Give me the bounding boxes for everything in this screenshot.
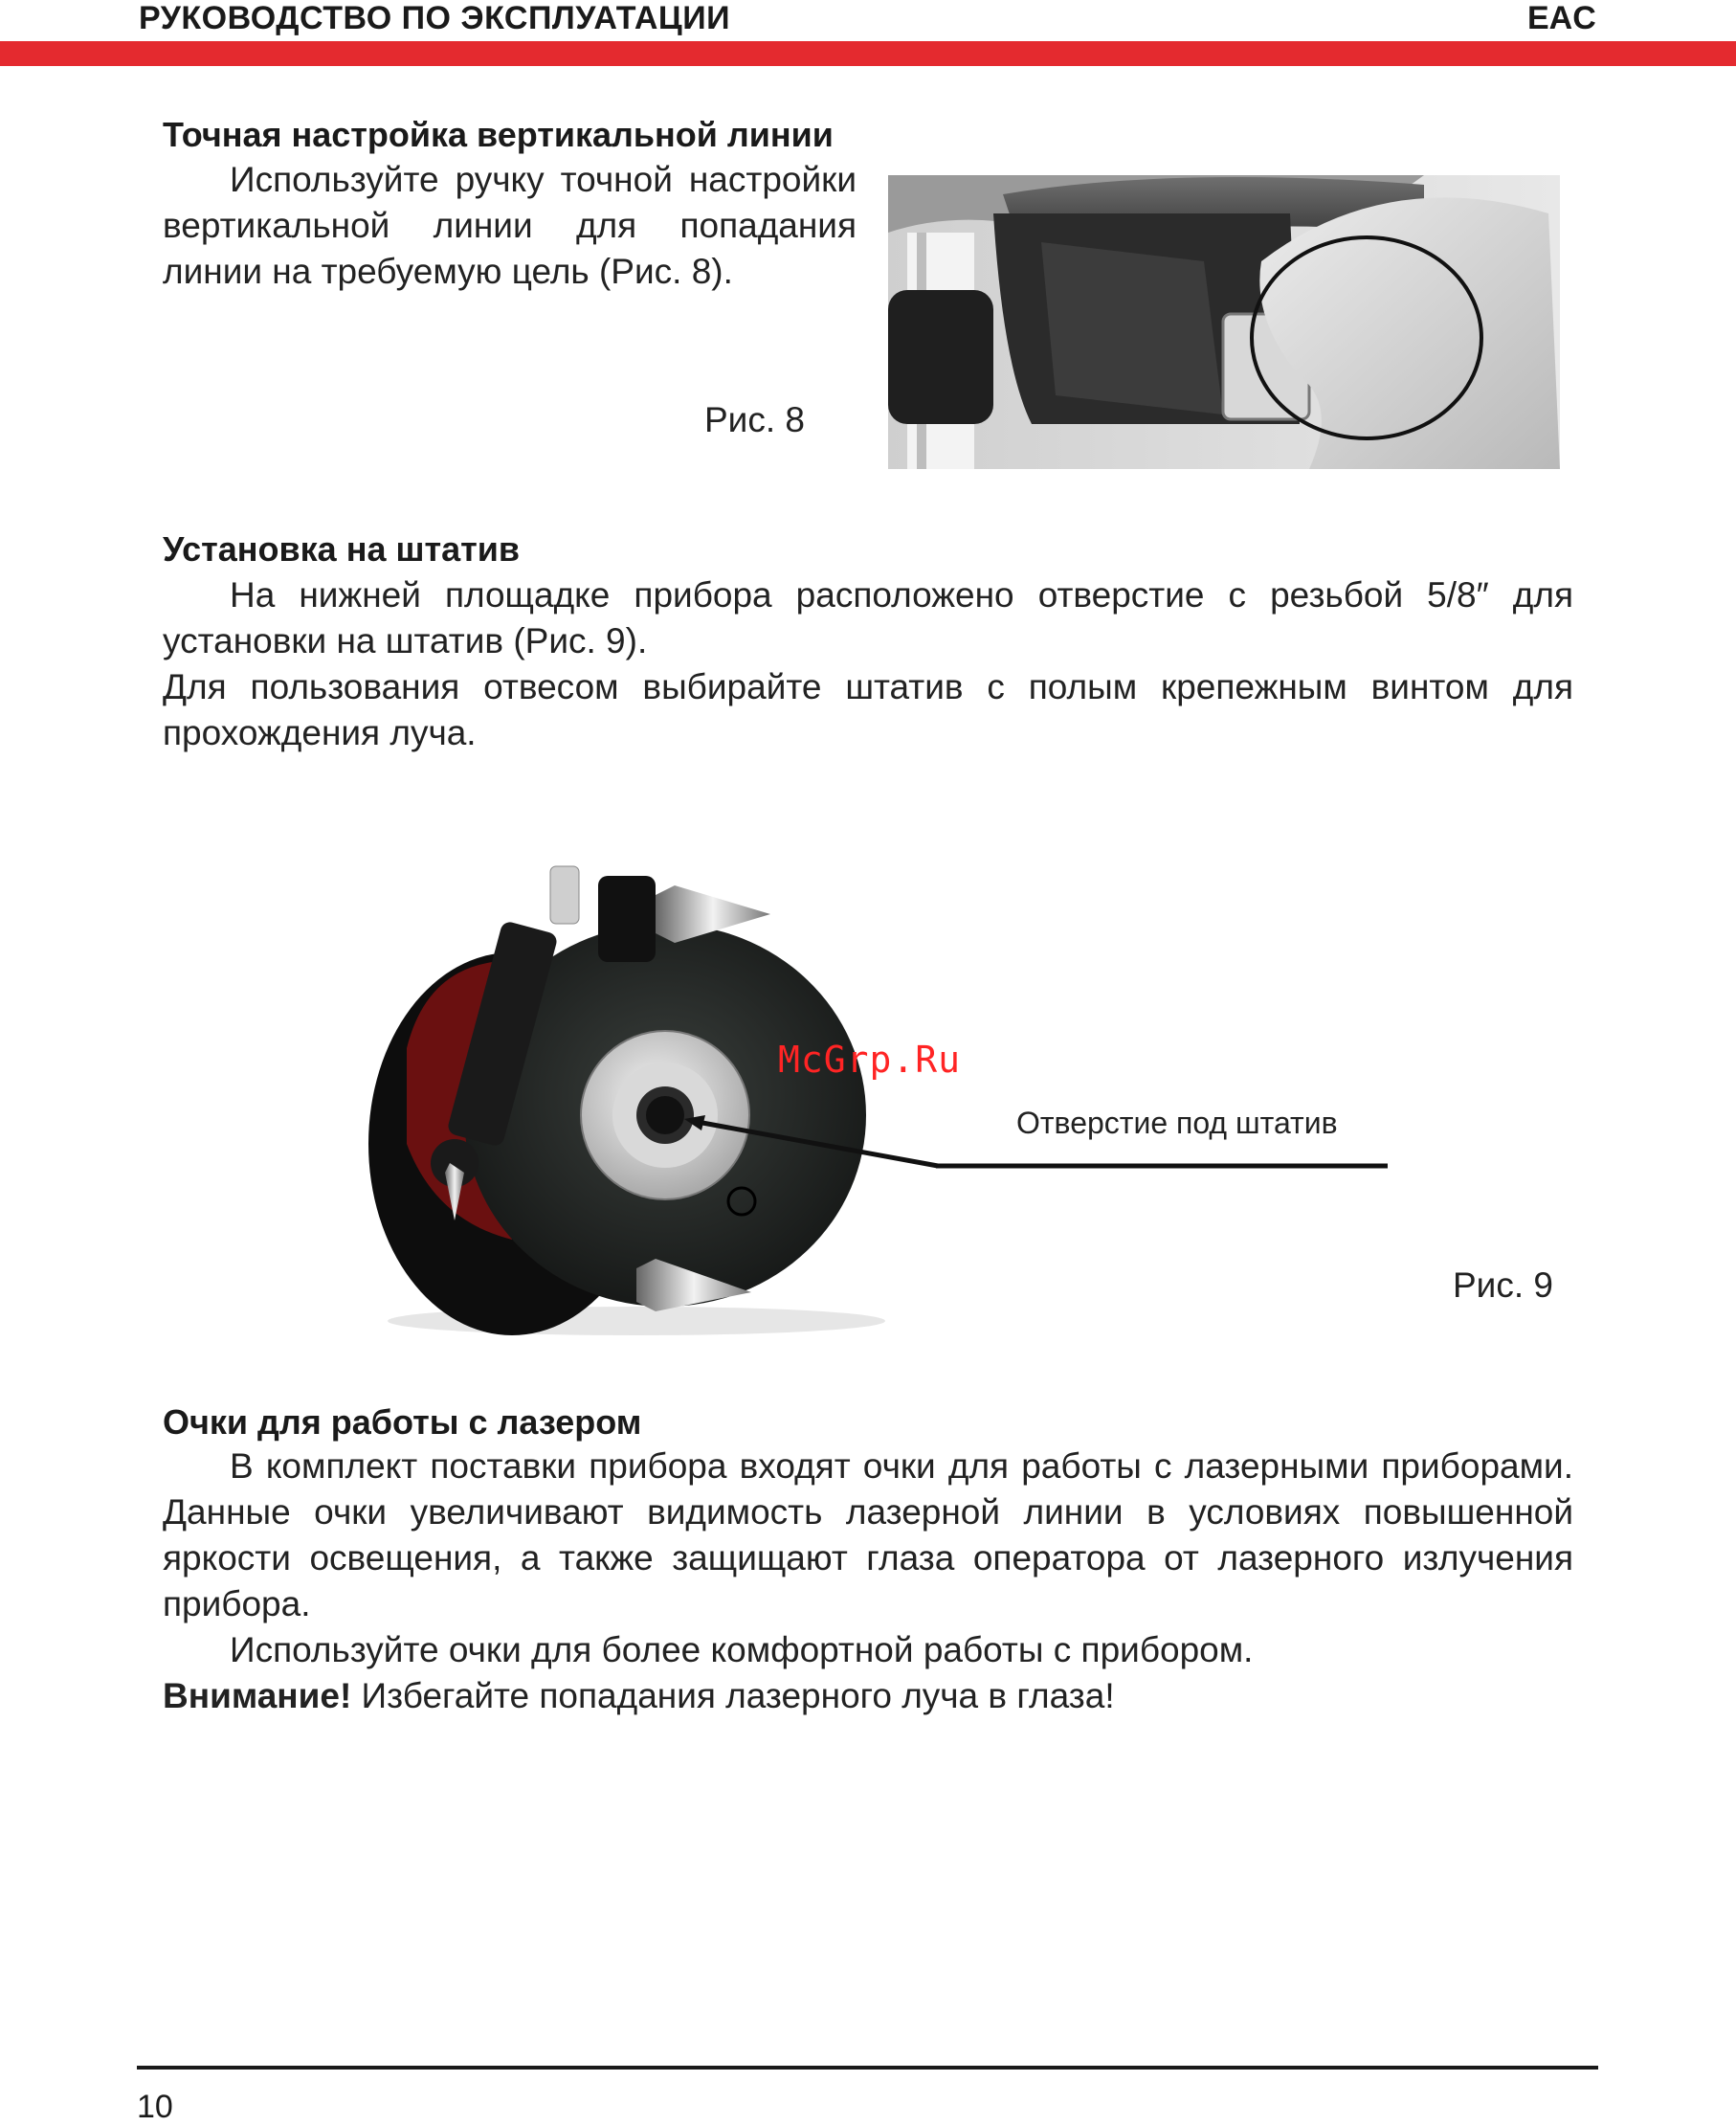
glasses-text-1: В комплект поставки прибора входят очки для работы с лазерными приборами. Данные очки увеличивают видимость лазерной линии в условиях повышенной яркости освещения, а также защищают глаза оператора от лазерного излучения прибора. bbox=[163, 1446, 1573, 1623]
header-title: РУКОВОДСТВО ПО ЭКСПЛУАТАЦИИ bbox=[139, 0, 731, 36]
warning-text: Избегайте попадания лазерного луча в глаза! bbox=[351, 1676, 1115, 1715]
section-heading-glasses: Очки для работы с лазером bbox=[163, 1402, 642, 1442]
tripod-text-1: На нижней площадке прибора расположено отверстие с резьбой 5/8″ для установки на штатив (Рис. 9). bbox=[163, 575, 1573, 660]
callout-arrow bbox=[684, 1106, 1392, 1173]
section-heading-fine-tuning: Точная настройка вертикальной линии bbox=[163, 115, 834, 154]
figure-8-photo bbox=[888, 175, 1560, 469]
watermark: McGrp.Ru bbox=[778, 1039, 962, 1081]
footer-divider bbox=[137, 2066, 1598, 2070]
tripod-text-2: Для пользования отвесом выбирайте штатив с полым крепежным винтом для прохождения луча. bbox=[163, 667, 1573, 752]
section-heading-tripod: Установка на штатив bbox=[163, 529, 521, 569]
page-number: 10 bbox=[137, 2089, 173, 2125]
warning-bold: Внимание! bbox=[163, 1676, 352, 1715]
page-header bbox=[0, 0, 1736, 67]
header-red-bar bbox=[0, 41, 1736, 66]
figure-8-caption: Рис. 8 bbox=[704, 400, 805, 439]
fine-tuning-text: Используйте ручку точной настройки вертикальной линии для попадания линии на требуемую цель (Рис. 8). bbox=[163, 160, 857, 291]
warning-line bbox=[163, 1673, 1573, 1719]
figure-9-photo bbox=[349, 857, 885, 1335]
glasses-text-2: Используйте очки для более комфортной работы с прибором. bbox=[230, 1630, 1254, 1669]
tripod-hole-label: Отверстие под штатив bbox=[1016, 1106, 1338, 1140]
eac-mark: EAC bbox=[1527, 0, 1596, 36]
figure-9-caption: Рис. 9 bbox=[1453, 1265, 1553, 1305]
